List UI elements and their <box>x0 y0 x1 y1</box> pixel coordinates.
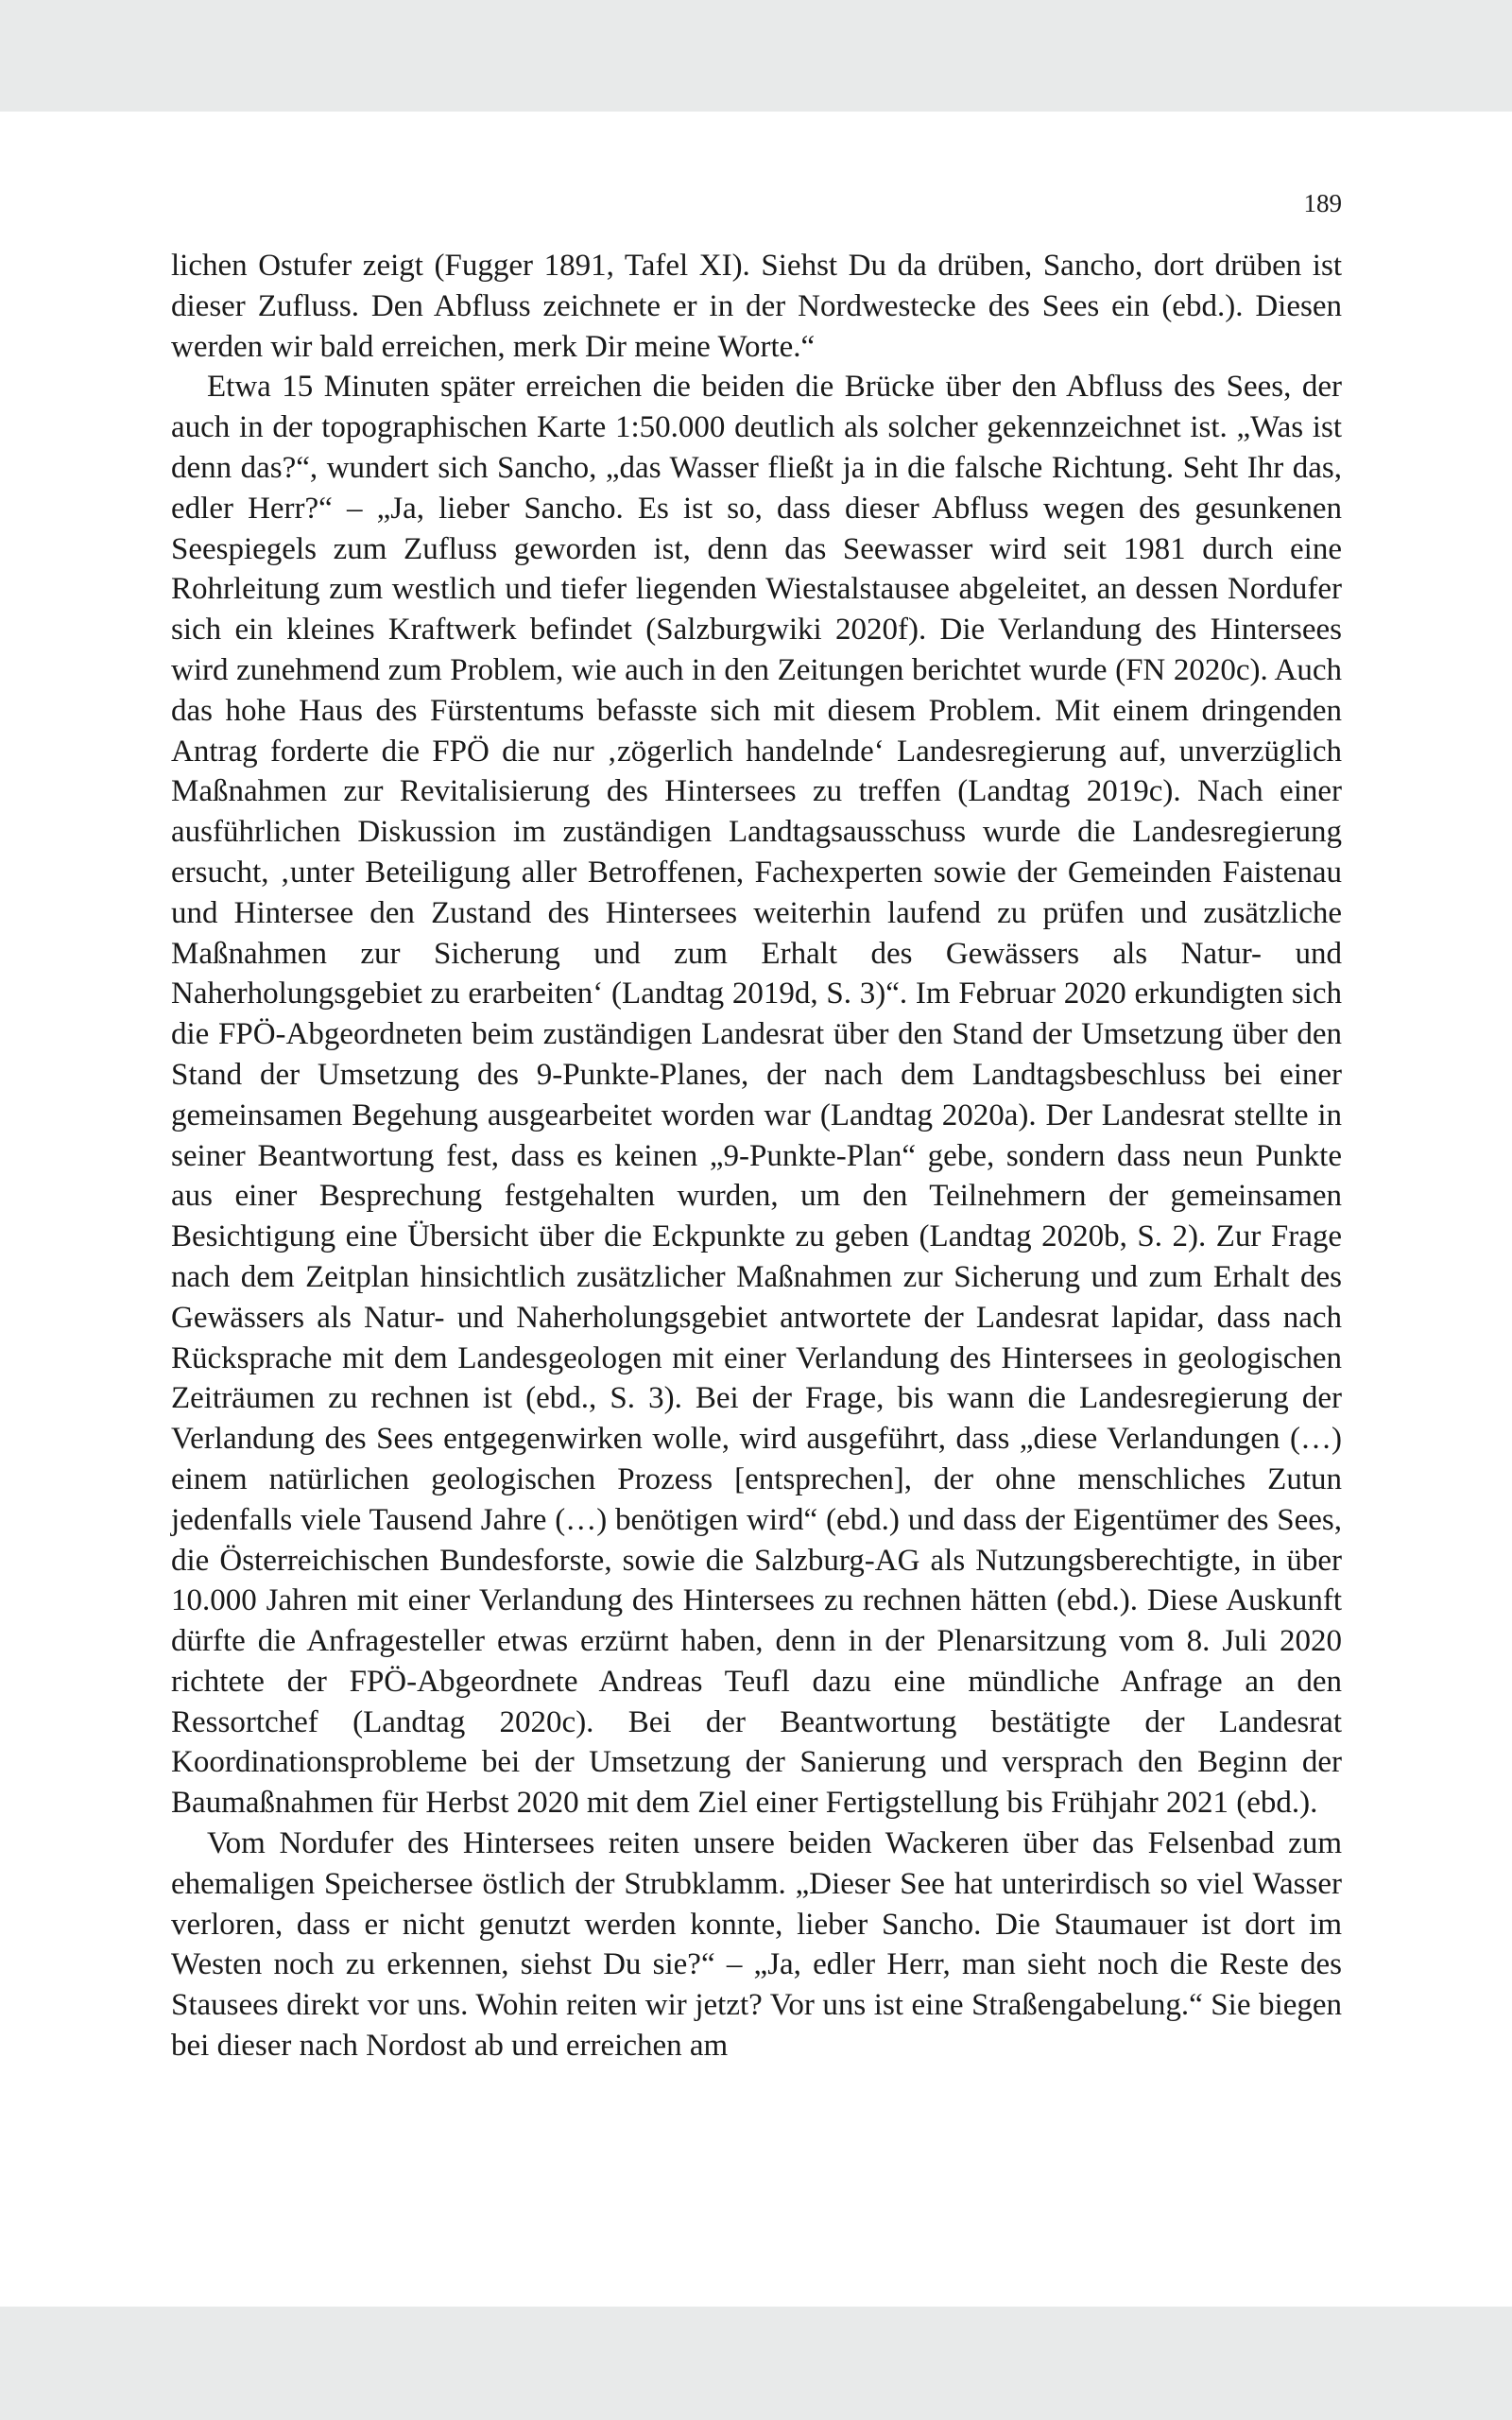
book-page <box>0 112 1512 2307</box>
paragraph: lichen Ostufer zeigt (Fugger 1891, Tafel XI). Siehst Du da drüben, Sancho, dort drüben ist dieser Zufluss. Den Abfluss zeichnete er in der Nordwestecke des Sees ein (ebd.). Diesen werden wir bald erreichen, merk Dir meine Worte.“ <box>171 249 1342 364</box>
paragraph: Etwa 15 Minuten später erreichen die beiden die Brücke über den Abfluss des Sees, der auch in der topographischen Karte 1:50.000 deutlich als solcher gekennzeichnet ist. „Was ist denn das?“, wundert sich Sancho, „das Wasser fließt ja in die falsche Richtung. Seht Ihr das, edler Herr?“ – „Ja, lieber Sancho. Es ist so, dass dieser Abfluss wegen des gesunkenen Seespiegels zum Zufluss geworden ist, denn das Seewasser wird seit 1981 durch eine Rohrleitung zum westlich und tiefer liegenden Wiestalstausee abgeleitet, an dessen Nordufer sich ein kleines Kraftwerk befindet (Salzburgwiki 2020f). Die Verlandung des Hintersees wird zunehmend zum Problem, wie auch in den Zeitungen berichtet wurde (FN 2020c). Auch das hohe Haus des Fürstentums befasste sich mit diesem Problem. Mit einem dringenden Antrag forderte die FPÖ die nur ‚zögerlich handelnde‘ Landesregierung auf, unverzüglich Maßnahmen zur Revitalisierung des Hintersees zu treffen (Landtag 2019c). Nach einer ausführlichen Diskussion im zuständigen Landtagsausschuss wurde die Landesregierung ersucht, ‚unter Beteiligung aller Betroffenen, Fachexperten sowie der Gemeinden Faistenau und Hintersee den Zustand des Hintersees weiterhin laufend zu prüfen und zusätzliche Maßnahmen zur Sicherung und zum Erhalt des Gewässers als Natur- und Naherholungsgebiet zu erarbeiten‘ (Landtag 2019d, S. 3)“. Im Februar 2020 erkundigten sich die FPÖ-Abgeordneten beim zuständigen Landesrat über den Stand der Umsetzung über den Stand der Umsetzung des 9-Punkte-Planes, der nach dem Landtagsbeschluss bei einer gemeinsamen Begehung ausgearbeitet worden war (Landtag 2020a). Der Landesrat stellte in seiner Beantwortung fest, dass es keinen „9-Punkte-Plan“ gebe, sondern dass neun Punkte aus einer Besprechung festgehalten wurden, um den Teilnehmern der gemeinsamen Besichtigung eine Übersicht über die Eckpunkte zu geben (Landtag 2020b, S. 2). Zur Frage nach dem Zeitplan hinsichtlich zusätzlicher Maßnahmen zur Sicherung und zum Erhalt des Gewässers als Natur- und Naherholungsgebiet antwortete der Landesrat lapidar, dass nach Rücksprache mit dem Landesgeologen mit einer Verlandung des Hintersees in geologischen Zeiträumen zu rechnen ist (ebd., S. 3). Bei der Frage, bis wann die Landesregierung der Verlandung des Sees entgegenwirken wolle, wird ausgeführt, dass „diese Verlandungen (…) einem natürlichen geologischen Prozess [entsprechen], der ohne menschliches Zutun jedenfalls viele Tausend Jahre (…) benötigen wird“ (ebd.) und dass der Eigentümer des Sees, die Österreichischen Bundesforste, sowie die Salzburg-AG als Nutzungsberechtigte, in über 10.000 Jahren mit einer Verlandung des Hintersees zu rechnen hätten (ebd.). Diese Auskunft dürfte die Anfragesteller etwas erzürnt haben, denn in der Plenarsitzung vom 8. Juli 2020 richtete der FPÖ-Abgeordnete Andreas Teufl dazu eine mündliche Anfrage an den Ressortchef (Landtag 2020c). Bei der Beantwortung bestätigte der Landesrat Koordinationsprobleme bei der Umsetzung der Sanierung und versprach den Beginn der Baumaßnahmen für Herbst 2020 mit dem Ziel einer Fertigstellung bis Frühjahr 2021 (ebd.). <box>171 370 1342 1821</box>
paragraph: Vom Nordufer des Hintersees reiten unsere beiden Wackeren über das Felsenbad zum ehemaligen Speichersee östlich der Strubklamm. „Dieser See hat unterirdisch so viel Wasser verloren, dass er nicht genutzt werden konnte, lieber Sancho. Die Staumauer ist dort im Westen noch zu erkennen, siehst Du sie?“ – „Ja, edler Herr, man sieht noch die Reste des Stausees direkt vor uns. Wohin reiten wir jetzt? Vor uns ist eine Straßengabelung.“ Sie biegen bei dieser nach Nordost ab und erreichen am <box>171 1826 1342 2064</box>
body-text <box>171 246 1342 2066</box>
page-number: 189 <box>1303 189 1342 217</box>
